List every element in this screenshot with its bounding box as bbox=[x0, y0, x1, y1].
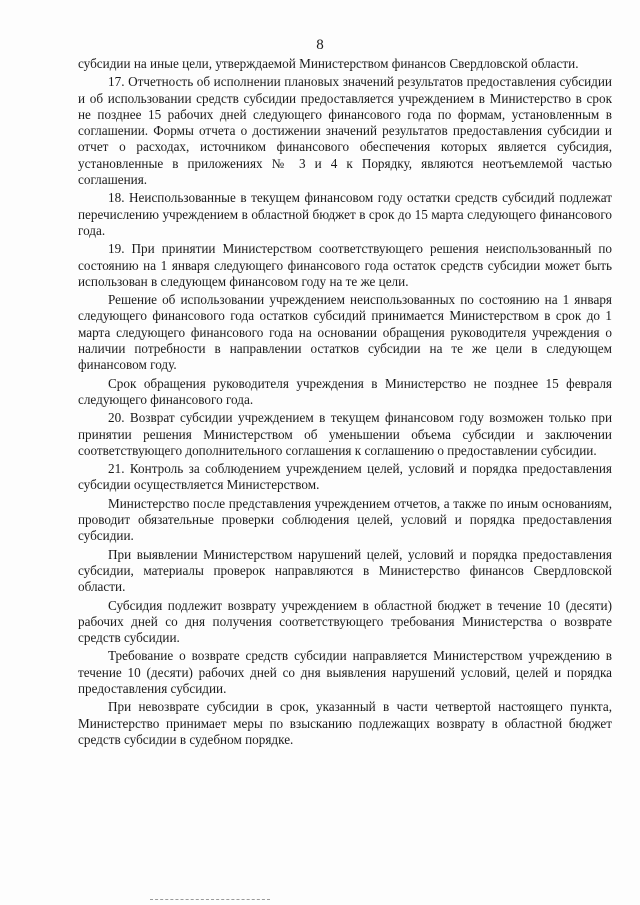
paragraph-item-21-court: При невозврате субсидии в срок, указанный в части четвертой настоящего пункта, Министерство принимает меры по взысканию подлежащих возврату в областной бюджет средств субсидии в судебном порядке. bbox=[78, 699, 612, 747]
paragraph-item-21-violations: При выявлении Министерством нарушений целей, условий и порядка предоставления субсидии, материалы проверок направляются в Министерство финансов Свердловской области. bbox=[78, 546, 612, 595]
document-body bbox=[78, 56, 612, 750]
paragraph-item-21: 21. Контроль за соблюдением учреждением целей, условий и порядка предоставления субсидии осуществляется Министерством. bbox=[78, 461, 612, 493]
paragraph-item-21-demand: Требование о возврате средств субсидии направляется Министерством учреждению в течение 10 (десяти) рабочих дней со дня выявления нарушений условий, целей и порядка предоставления субсидии. bbox=[78, 648, 612, 696]
page-number: 8 bbox=[316, 37, 324, 53]
paragraph-item-18: 18. Неиспользованные в текущем финансовом году остатки средств субсидий подлежат перечислению учреждением в областной бюджет в срок до 15 марта следующего финансового года. bbox=[78, 190, 612, 238]
paragraph-continuation: субсидии на иные цели, утверждаемой Министерством финансов Свердловской области. bbox=[78, 56, 579, 71]
paragraph-item-20: 20. Возврат субсидии учреждением в текущем финансовом году возможен только при принятии решения Министерством об уменьшении объема субсидии и заключении соответствующего дополнительного соглашения к соглашению о предоставлении субсидии. bbox=[78, 410, 612, 458]
paragraph-item-19-deadline: Срок обращения руководителя учреждения в Министерство не позднее 15 февраля следующего финансового года. bbox=[78, 375, 612, 407]
paragraph-item-21-refund: Субсидия подлежит возврату учреждением в областной бюджет в течение 10 (десяти) рабочих дней со дня получения соответствующего требования Министерства о возврате средств субсидии. bbox=[78, 597, 612, 646]
paragraph-item-19-decision: Решение об использовании учреждением неиспользованных по состоянию на 1 января следующего финансового года остатков субсидий принимается Министерством в срок до 1 марта следующего финансового года на основании обращения руководителя учреждения о наличии потребности в направлении остатков субсидии на те же цели в следующем финансовом году. bbox=[78, 292, 612, 373]
paragraph-item-21-inspections: Министерство после представления учреждением отчетов, а также по иным основаниям, проводит обязательные проверки соблюдения целей, условий и порядка предоставления субсидии. bbox=[78, 495, 612, 544]
scan-artifact-line bbox=[150, 899, 270, 901]
paragraph-item-19: 19. При принятии Министерством соответствующего решения неиспользованный по состоянию на 1 января следующего финансового года остаток средств субсидии может быть использован в следующем финансовом году на те же цели. bbox=[78, 241, 612, 289]
paragraph-item-17: 17. Отчетность об исполнении плановых значений результатов предоставления субсидии и об использовании средств субсидии предоставляется учреждением в Министерство в срок не позднее 15 рабочих дней следующего финансового года по формам, установленным в соглашении. Формы отчета о достижении значений результатов предоставления субсидии и отчет о расходах, источником финансового обеспечения которых является субсидия, установленные в приложениях № 3 и 4 к Порядку, являются неотъемлемой частью соглашения. bbox=[78, 74, 612, 188]
